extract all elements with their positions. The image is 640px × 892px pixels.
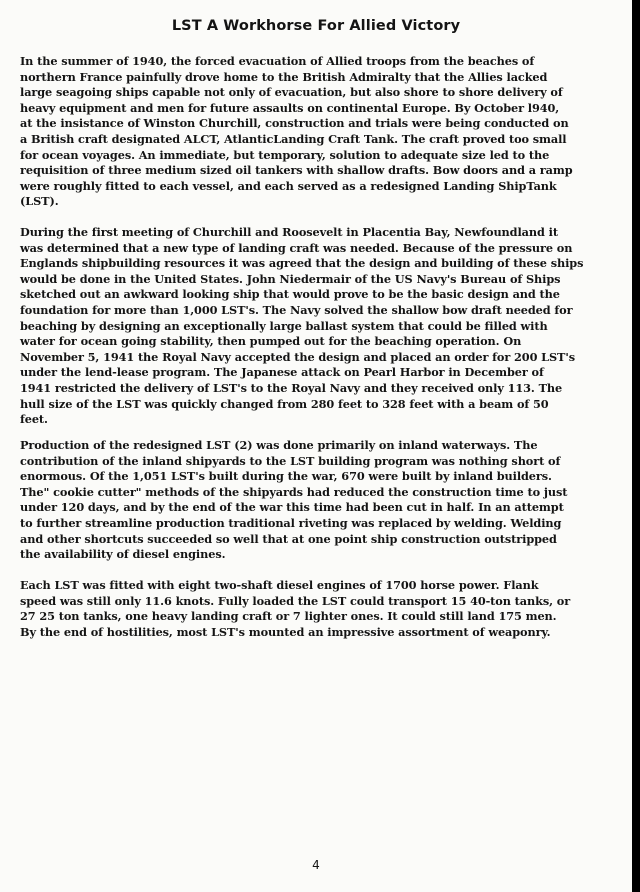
paragraph-line: would be done in the United States. John Niedermair of the US Navy's Bureau of Ships (20, 271, 561, 286)
paragraph-line: beaching by designing an exceptionally large ballast system that could be filled with (20, 318, 548, 333)
paragraph-line: under 120 days, and by the end of the war this time had been cut in half. In an attempt (20, 500, 564, 515)
scan-edge (632, 0, 640, 892)
paragraph-line: hull size of the LST was quickly changed from 280 feet to 328 feet with a beam of 50 (20, 396, 549, 411)
paragraph-line: foundation for more than 1,000 LST's. The Navy solved the shallow bow draft needed for (20, 302, 573, 317)
paragraph-line: enormous. Of the 1,051 LST's built during the war, 670 were built by inland builders. (20, 469, 552, 484)
paragraph-1 (20, 54, 620, 210)
paragraph-line: Each LST was fitted with eight two-shaft diesel engines of 1700 horse power. Flank (20, 578, 539, 592)
paragraph-line: large seagoing ships capable not only of evacuation, but also shore to shore delivery of (20, 85, 563, 100)
paragraph-line: requisition of three medium sized oil tankers with shallow drafts. Bow doors and a ramp (20, 163, 573, 178)
paragraph-line: November 5, 1941 the Royal Navy accepted the design and placed an order for 200 LST's (20, 349, 575, 364)
paragraph-line: (LST). (20, 194, 59, 209)
paragraph-line: heavy equipment and men for future assaults on continental Europe. By October l940, (20, 100, 560, 115)
paragraph-line: Production of the redesigned LST (2) was done primarily on inland waterways. The (20, 438, 538, 452)
paragraph-line: The" cookie cutter" methods of the shipyards had reduced the construction time to just (20, 484, 568, 499)
paragraph-line: under the lend-lease program. The Japanese attack on Pearl Harbor in December of (20, 365, 544, 380)
paragraph-2 (20, 225, 620, 428)
paragraph-line: to further streamline production traditional riveting was replaced by welding. Welding (20, 515, 562, 530)
paragraph-line: feet. (20, 412, 48, 427)
paragraph-line: 27 25 ton tanks, one heavy landing craft or 7 lighter ones. It could still land 175 men. (20, 609, 557, 624)
paragraph-line: contribution of the inland shipyards to the LST building program was nothing short of (20, 453, 561, 468)
page-number: 4 (312, 858, 320, 872)
paragraph-line: a British craft designated ALCT, AtlanticLanding Craft Tank. The craft proved too small (20, 131, 567, 146)
paragraph-line: During the first meeting of Churchill and Roosevelt in Placentia Bay, Newfoundland it (20, 225, 558, 239)
paragraph-line: were roughly fitted to each vessel, and each served as a redesigned Landing ShipTank (20, 178, 557, 193)
paragraph-3 (20, 438, 620, 563)
paragraph-line: for ocean voyages. An immediate, but temporary, solution to adequate size led to the (20, 147, 550, 162)
paragraph-4 (20, 578, 620, 640)
paragraph-line: northern France painfully drove home to the British Admiralty that the Allies lacked (20, 69, 548, 84)
paragraph-line: speed was still only 11.6 knots. Fully loaded the LST could transport 15 40-ton tanks, or (20, 593, 571, 608)
paragraph-line: In the summer of 1940, the forced evacuation of Allied troops from the beaches of (20, 54, 535, 68)
paragraph-line: By the end of hostilities, most LST's mounted an impressive assortment of weaponry. (20, 624, 551, 639)
paragraph-line: and other shortcuts succeeded so well that at one point ship construction outstripped (20, 531, 557, 546)
paragraph-line: was determined that a new type of landing craft was needed. Because of the pressure on (20, 240, 573, 255)
paragraph-line: 1941 restricted the delivery of LST's to the Royal Navy and they received only 113. The (20, 380, 563, 395)
paragraph-line: at the insistance of Winston Churchill, construction and trials were being conducted on (20, 116, 569, 131)
page-title: LST A Workhorse For Allied Victory (171, 18, 461, 34)
paragraph-line: Englands shipbuilding resources it was agreed that the design and building of these ships (20, 256, 584, 271)
paragraph-line: sketched out an awkward looking ship that would prove to be the basic design and the (20, 287, 560, 302)
paragraph-line: water for ocean going stability, then pumped out for the beaching operation. On (20, 334, 522, 349)
paragraph-line: the availability of diesel engines. (20, 547, 226, 562)
